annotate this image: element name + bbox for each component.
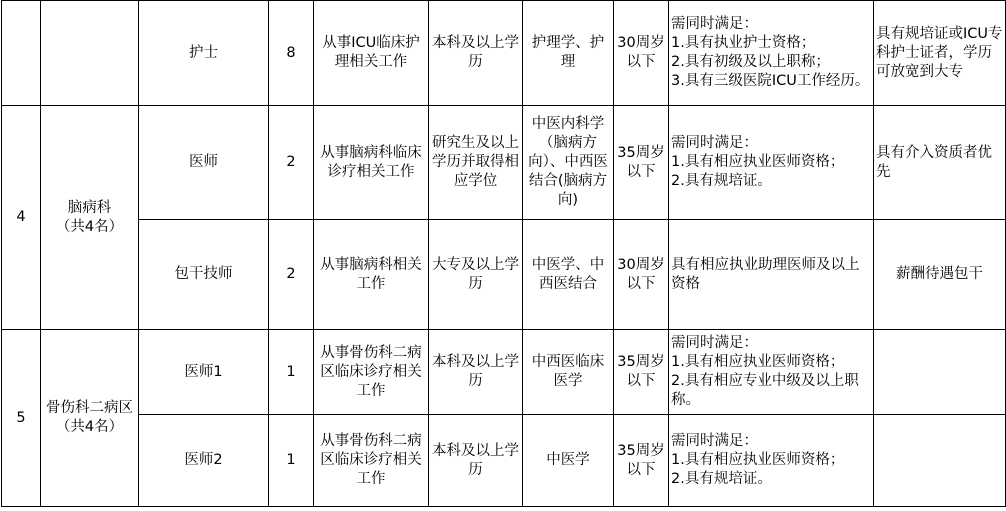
dept-no-cell: 4 bbox=[2, 106, 41, 330]
note-cell: 具有规培证或ICU专科护士证者，学历可放宽到大专 bbox=[874, 1, 1006, 106]
requirements-cell bbox=[669, 1, 874, 106]
dept-name-cell bbox=[41, 330, 139, 507]
requirement-line: 需同时满足： bbox=[671, 135, 758, 151]
dept-no-cell bbox=[2, 1, 41, 106]
requirement-line: 1.具有相应执业医师资格； bbox=[671, 452, 845, 468]
dept-total: （共4名） bbox=[55, 218, 124, 235]
count-cell: 1 bbox=[269, 330, 314, 415]
requirement-line: 1.具有相应执业医师资格； bbox=[671, 154, 845, 170]
position-cell: 医师 bbox=[139, 106, 269, 220]
table-row bbox=[2, 1, 1006, 106]
requirement-line: 需同时满足： bbox=[671, 433, 758, 449]
duty-cell: 从事ICU临床护理相关工作 bbox=[314, 1, 429, 106]
duty-cell: 从事脑病科临床诊疗相关工作 bbox=[314, 106, 429, 220]
note-cell: 薪酬待遇包干 bbox=[874, 220, 1006, 330]
dept-name: 脑病科 bbox=[67, 199, 112, 216]
requirement-line: 具有相应执业助理医师及以上资格 bbox=[671, 256, 860, 292]
requirement-line: 1.具有执业护士资格； bbox=[671, 35, 816, 51]
age-cell: 30周岁以下 bbox=[614, 1, 669, 106]
note-cell bbox=[874, 330, 1006, 415]
position-cell: 护士 bbox=[139, 1, 269, 106]
requirements-cell bbox=[669, 330, 874, 415]
education-cell: 本科及以上学历 bbox=[429, 415, 523, 507]
age-cell: 35周岁以下 bbox=[614, 330, 669, 415]
position-cell: 包干技师 bbox=[139, 220, 269, 330]
dept-no-cell: 5 bbox=[2, 330, 41, 507]
age-cell: 35周岁以下 bbox=[614, 415, 669, 507]
age-cell: 30周岁以下 bbox=[614, 220, 669, 330]
dept-name-cell bbox=[41, 1, 139, 106]
education-cell: 本科及以上学历 bbox=[429, 1, 523, 106]
position-cell: 医师2 bbox=[139, 415, 269, 507]
position-cell: 医师1 bbox=[139, 330, 269, 415]
major-cell: 中医学 bbox=[523, 415, 614, 507]
count-cell: 1 bbox=[269, 415, 314, 507]
count-cell: 2 bbox=[269, 220, 314, 330]
requirement-line: 2.具有初级及以上职称； bbox=[671, 54, 830, 70]
dept-name: 骨伤科二病区 bbox=[46, 400, 133, 416]
table-row bbox=[2, 220, 1006, 330]
age-cell: 35周岁以下 bbox=[614, 106, 669, 220]
requirements-cell bbox=[669, 415, 874, 507]
count-cell: 8 bbox=[269, 1, 314, 106]
count-cell: 2 bbox=[269, 106, 314, 220]
requirements-cell bbox=[669, 106, 874, 220]
requirement-line: 需同时满足： bbox=[671, 335, 758, 351]
dept-total: （共4名） bbox=[55, 419, 124, 435]
recruitment-table bbox=[1, 0, 1006, 507]
requirement-line: 2.具有规培证。 bbox=[671, 471, 772, 487]
duty-cell: 从事脑病科相关工作 bbox=[314, 220, 429, 330]
requirement-line: 2.具有相应专业中级及以上职称。 bbox=[671, 373, 859, 408]
requirement-line: 1.具有相应执业医师资格； bbox=[671, 354, 845, 370]
education-cell: 本科及以上学历 bbox=[429, 330, 523, 415]
note-cell bbox=[874, 415, 1006, 507]
requirement-line: 需同时满足： bbox=[671, 16, 758, 32]
education-cell: 研究生及以上学历并取得相应学位 bbox=[429, 106, 523, 220]
requirement-line: 2.具有规培证。 bbox=[671, 173, 772, 189]
table-row bbox=[2, 330, 1006, 415]
major-cell: 中西医临床医学 bbox=[523, 330, 614, 415]
requirements-cell bbox=[669, 220, 874, 330]
duty-cell: 从事骨伤科二病区临床诊疗相关工作 bbox=[314, 415, 429, 507]
table-row bbox=[2, 415, 1006, 507]
major-cell: 中医学、中西医结合 bbox=[523, 220, 614, 330]
table-row bbox=[2, 106, 1006, 220]
education-cell: 大专及以上学历 bbox=[429, 220, 523, 330]
dept-name-cell bbox=[41, 106, 139, 330]
note-cell: 具有介入资质者优先 bbox=[874, 106, 1006, 220]
major-cell: 中医内科学（脑病方向）、中西医结合(脑病方向) bbox=[523, 106, 614, 220]
requirement-line: 3.具有三级医院ICU工作经历。 bbox=[671, 73, 870, 89]
duty-cell: 从事骨伤科二病区临床诊疗相关工作 bbox=[314, 330, 429, 415]
major-cell: 护理学、护理 bbox=[523, 1, 614, 106]
